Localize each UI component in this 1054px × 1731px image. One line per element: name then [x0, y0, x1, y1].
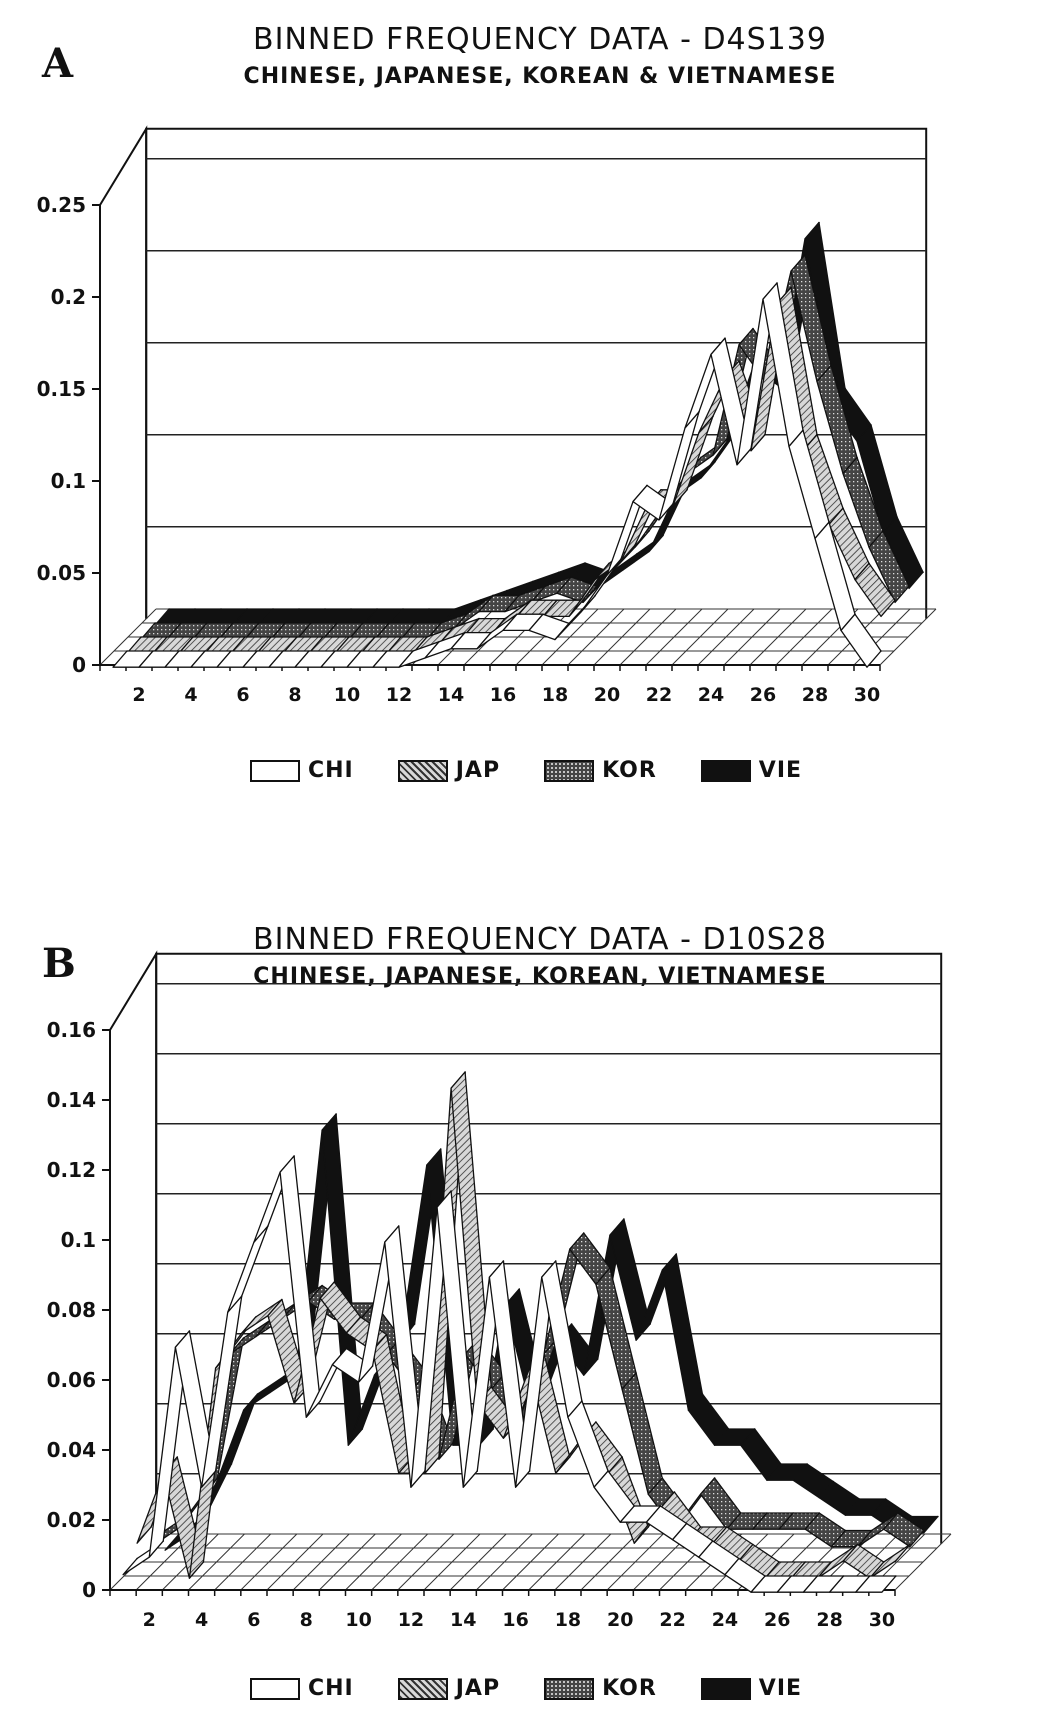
x-tick-label: 4	[184, 684, 198, 706]
data-point	[452, 627, 454, 629]
data-point	[424, 1470, 426, 1472]
data-point	[480, 599, 482, 601]
x-tick-label: 2	[132, 684, 146, 706]
data-point	[178, 650, 180, 652]
side-wall	[110, 954, 156, 1590]
data-point	[700, 457, 702, 459]
data-point	[750, 448, 752, 450]
data-point	[780, 1463, 782, 1465]
data-point	[464, 632, 466, 634]
data-point	[518, 595, 520, 597]
data-point	[362, 622, 364, 624]
chart-title: BINNED FREQUENCY DATA - D10S28	[253, 922, 827, 957]
data-point	[571, 1323, 573, 1325]
data-point	[609, 1267, 611, 1269]
data-point	[636, 553, 638, 555]
data-point	[282, 650, 284, 652]
legend-label: KOR	[602, 758, 657, 783]
data-segment	[662, 1254, 702, 1410]
y-tick-label: 0.1	[60, 1228, 96, 1252]
data-point	[802, 429, 804, 431]
data-point	[776, 282, 778, 284]
data-point	[360, 650, 362, 652]
data-point	[220, 608, 222, 610]
data-point	[454, 608, 456, 610]
x-tick-label: 16	[489, 684, 517, 706]
legend-label: VIE	[758, 1676, 803, 1701]
back-wall	[156, 954, 941, 1544]
data-point	[937, 1516, 939, 1518]
data-point	[844, 387, 846, 389]
x-tick-label: 6	[247, 1609, 261, 1631]
data-point	[857, 1544, 859, 1546]
data-point	[635, 1372, 637, 1374]
data-point	[556, 599, 558, 601]
data-point	[272, 608, 274, 610]
data-point	[180, 622, 182, 624]
chart-plot-area	[0, 900, 1054, 1731]
data-point	[281, 1299, 283, 1301]
data-point	[267, 1225, 269, 1227]
data-point	[885, 1498, 887, 1500]
data-point	[845, 1530, 847, 1532]
data-point	[790, 287, 792, 289]
data-point	[634, 544, 636, 546]
data-point	[607, 1470, 609, 1472]
data-point	[270, 636, 272, 638]
data-point	[255, 1316, 257, 1318]
side-wall	[100, 129, 146, 665]
data-point	[817, 1575, 819, 1577]
chart-title: BINNED FREQUENCY DATA - D4S139	[253, 22, 827, 57]
x-tick-label: 20	[593, 684, 621, 706]
data-point	[334, 650, 336, 652]
data-point	[529, 1470, 531, 1472]
data-point	[869, 1575, 871, 1577]
legend-item	[398, 758, 500, 783]
x-tick-label: 6	[236, 684, 250, 706]
data-point	[154, 622, 156, 624]
x-tick-label: 8	[288, 684, 302, 706]
data-point	[166, 636, 168, 638]
legend-item	[701, 758, 802, 783]
data-segment	[244, 1377, 284, 1411]
x-tick-label: 24	[697, 684, 725, 706]
data-point	[594, 595, 596, 597]
data-point	[386, 1334, 388, 1336]
legend-swatch	[701, 1678, 751, 1700]
data-point	[828, 521, 830, 523]
data-point	[584, 562, 586, 564]
data-point	[256, 650, 258, 652]
chart-legend	[250, 1676, 802, 1701]
data-point	[569, 1456, 571, 1458]
data-point	[818, 1512, 820, 1514]
data-point	[402, 608, 404, 610]
legend-label: CHI	[308, 1676, 354, 1701]
data-point	[712, 415, 714, 417]
data-point	[662, 535, 664, 537]
data-point	[293, 1155, 295, 1157]
legend-item	[250, 1676, 354, 1701]
data-point	[882, 530, 884, 532]
data-point	[298, 608, 300, 610]
data-segment	[228, 1226, 268, 1312]
data-point	[360, 1316, 362, 1318]
y-tick-label: 0.04	[46, 1438, 96, 1462]
legend-item	[398, 1676, 500, 1701]
data-point	[702, 1393, 704, 1395]
data-point	[492, 1428, 494, 1430]
data-point	[623, 1218, 625, 1220]
data-point	[649, 1323, 651, 1325]
data-segment	[322, 1114, 362, 1445]
data-point	[897, 1512, 899, 1514]
data-point	[503, 1260, 505, 1262]
data-point	[361, 1428, 363, 1430]
data-point	[518, 1288, 520, 1290]
x-tick-label: 28	[801, 684, 829, 706]
y-tick-label: 0.16	[46, 1018, 96, 1042]
data-point	[568, 623, 570, 625]
x-tick-label: 30	[853, 684, 881, 706]
data-point	[870, 424, 872, 426]
data-point	[321, 1285, 323, 1287]
data-point	[909, 1544, 911, 1546]
data-point	[854, 613, 856, 615]
x-tick-label: 24	[711, 1609, 739, 1631]
legend-label: VIE	[758, 758, 803, 783]
data-point	[452, 1442, 454, 1444]
data-point	[136, 1558, 138, 1560]
chart-panel-a	[0, 0, 1054, 860]
data-point	[440, 1148, 442, 1150]
data-point	[583, 1232, 585, 1234]
data-point	[700, 1526, 702, 1528]
data-point	[830, 365, 832, 367]
data-point	[621, 1456, 623, 1458]
data-point	[816, 434, 818, 436]
data-point	[896, 516, 898, 518]
data-point	[217, 1477, 219, 1479]
data-point	[206, 622, 208, 624]
data-point	[308, 650, 310, 652]
data-point	[284, 622, 286, 624]
data-point	[660, 1505, 662, 1507]
data-point	[438, 641, 440, 643]
data-point	[215, 1470, 217, 1472]
legend-label: CHI	[308, 758, 354, 783]
data-point	[126, 650, 128, 652]
data-point	[243, 1337, 245, 1339]
legend-swatch	[544, 760, 594, 782]
data-point	[581, 1400, 583, 1402]
data-point	[244, 636, 246, 638]
x-tick-label: 14	[450, 1609, 477, 1631]
data-point	[831, 1561, 833, 1563]
data-point	[230, 650, 232, 652]
back-wall	[146, 129, 926, 619]
data-point	[542, 613, 544, 615]
data-point	[192, 636, 194, 638]
data-point	[388, 622, 390, 624]
data-point	[374, 636, 376, 638]
panel-label: A	[42, 40, 74, 87]
data-point	[686, 1523, 688, 1525]
data-point	[530, 599, 532, 601]
x-tick-label: 18	[541, 684, 569, 706]
data-point	[492, 595, 494, 597]
y-tick-label: 0.14	[46, 1088, 96, 1112]
data-point	[595, 1421, 597, 1423]
data-point	[582, 599, 584, 601]
x-tick-label: 10	[345, 1609, 372, 1631]
data-point	[400, 636, 402, 638]
data-point	[152, 650, 154, 652]
data-point	[335, 1113, 337, 1115]
data-point	[376, 608, 378, 610]
data-point	[738, 1558, 740, 1560]
data-point	[868, 563, 870, 565]
data-point	[426, 636, 428, 638]
data-point	[438, 1456, 440, 1458]
data-point	[231, 1463, 233, 1465]
data-point	[674, 1491, 676, 1493]
data-point	[660, 489, 662, 491]
data-point	[246, 608, 248, 610]
data-point	[204, 650, 206, 652]
data-point	[490, 632, 492, 634]
data-point	[880, 650, 882, 652]
data-point	[792, 1512, 794, 1514]
data-point	[778, 1561, 780, 1563]
data-point	[842, 507, 844, 509]
x-tick-label: 14	[437, 684, 465, 706]
data-point	[806, 1463, 808, 1465]
data-point	[257, 1393, 259, 1395]
legend-swatch	[250, 1678, 300, 1700]
data-point	[712, 1540, 714, 1542]
data-point	[597, 1358, 599, 1360]
data-point	[894, 599, 896, 601]
data-point	[764, 434, 766, 436]
y-tick-label: 0.06	[46, 1368, 96, 1392]
y-tick-label: 0.05	[36, 561, 86, 585]
data-point	[324, 608, 326, 610]
data-point	[726, 438, 728, 440]
data-point	[698, 411, 700, 413]
data-point	[923, 1530, 925, 1532]
data-point	[398, 1225, 400, 1227]
data-point	[241, 1295, 243, 1297]
data-point	[476, 1470, 478, 1472]
data-point	[258, 622, 260, 624]
data-point	[504, 618, 506, 620]
data-point	[728, 1428, 730, 1430]
data-point	[804, 254, 806, 256]
data-point	[428, 608, 430, 610]
data-point	[412, 650, 414, 652]
y-tick-label: 0.15	[36, 377, 86, 401]
data-point	[346, 1348, 348, 1350]
data-point	[883, 1561, 885, 1563]
data-point	[856, 457, 858, 459]
data-point	[570, 576, 572, 578]
data-point	[661, 1477, 663, 1479]
legend-swatch	[250, 760, 300, 782]
data-point	[675, 1253, 677, 1255]
x-tick-label: 28	[816, 1609, 843, 1631]
chart-subtitle: CHINESE, JAPANESE, KOREAN & VIETNAMESE	[243, 64, 837, 89]
y-tick-label: 0.1	[50, 469, 86, 493]
data-point	[686, 489, 688, 491]
legend-item	[544, 1676, 657, 1701]
data-point	[168, 608, 170, 610]
data-point	[218, 636, 220, 638]
data-point	[555, 1260, 557, 1262]
x-tick-label: 22	[645, 684, 673, 706]
data-point	[633, 1505, 635, 1507]
data-point	[296, 636, 298, 638]
y-tick-label: 0.02	[46, 1508, 96, 1532]
x-tick-label: 4	[194, 1609, 209, 1631]
x-tick-label: 18	[554, 1609, 582, 1631]
data-point	[414, 622, 416, 624]
data-point	[740, 1512, 742, 1514]
data-point	[506, 590, 508, 592]
data-point	[752, 328, 754, 330]
data-point	[726, 1526, 728, 1528]
data-point	[648, 530, 650, 532]
data-point	[194, 608, 196, 610]
data-point	[336, 622, 338, 624]
data-point	[922, 571, 924, 573]
legend-swatch	[398, 760, 448, 782]
data-point	[738, 360, 740, 362]
data-point	[490, 1386, 492, 1388]
legend-swatch	[398, 1678, 448, 1700]
data-point	[140, 636, 142, 638]
data-point	[544, 585, 546, 587]
y-tick-label: 0.25	[36, 193, 86, 217]
data-point	[310, 622, 312, 624]
data-point	[871, 1530, 873, 1532]
data-point	[859, 1498, 861, 1500]
data-point	[440, 622, 442, 624]
data-point	[348, 636, 350, 638]
data-point	[464, 1071, 466, 1073]
data-point	[150, 1526, 152, 1528]
data-point	[283, 1376, 285, 1378]
legend-item	[701, 1676, 802, 1701]
chart-plot-area	[0, 0, 1054, 860]
data-point	[908, 585, 910, 587]
data-point	[333, 1281, 335, 1283]
data-point	[450, 1190, 452, 1192]
data-point	[754, 1428, 756, 1430]
legend-label: JAP	[455, 758, 501, 783]
x-tick-label: 10	[333, 684, 361, 706]
y-tick-label: 0.2	[50, 285, 86, 309]
legend-swatch	[701, 760, 751, 782]
x-tick-label: 8	[299, 1609, 313, 1631]
data-point	[176, 1456, 178, 1458]
data-point	[162, 1540, 164, 1542]
data-point	[714, 461, 716, 463]
y-tick-label: 0.12	[46, 1158, 96, 1182]
legend-item	[250, 758, 354, 783]
x-tick-label: 26	[749, 684, 777, 706]
data-point	[646, 485, 648, 487]
y-tick-label: 0	[72, 653, 86, 677]
data-point	[608, 563, 610, 565]
data-point	[350, 608, 352, 610]
data-point	[322, 636, 324, 638]
data-point	[319, 1400, 321, 1402]
data-point	[790, 1575, 792, 1577]
data-point	[203, 1561, 205, 1563]
data-point	[804, 1561, 806, 1563]
data-point	[620, 558, 622, 560]
data-point	[766, 1512, 768, 1514]
x-tick-label: 2	[142, 1609, 156, 1631]
data-point	[532, 581, 534, 583]
data-point	[386, 650, 388, 652]
data-point	[843, 1575, 845, 1577]
x-tick-label: 22	[659, 1609, 686, 1631]
data-point	[911, 1516, 913, 1518]
legend-swatch	[544, 1678, 594, 1700]
data-point	[558, 571, 560, 573]
x-tick-label: 12	[385, 684, 413, 706]
data-point	[752, 1544, 754, 1546]
legend-label: KOR	[602, 1676, 657, 1701]
data-point	[672, 503, 674, 505]
legend-item	[544, 758, 657, 783]
y-tick-label: 0.08	[46, 1298, 96, 1322]
legend-label: JAP	[455, 1676, 501, 1701]
x-tick-label: 12	[397, 1609, 425, 1631]
data-point	[596, 585, 598, 587]
x-tick-label: 20	[607, 1609, 634, 1631]
panel-label: B	[42, 940, 76, 987]
data-point	[516, 613, 518, 615]
x-tick-label: 16	[502, 1609, 529, 1631]
data-point	[466, 613, 468, 615]
data-point	[372, 1365, 374, 1367]
data-point	[232, 622, 234, 624]
chart-subtitle: CHINESE, JAPANESE, KOREAN, VIETNAMESE	[253, 964, 827, 989]
x-tick-label: 30	[868, 1609, 896, 1631]
chart-panel-b	[0, 900, 1054, 1731]
y-tick-label: 0	[82, 1578, 96, 1602]
data-point	[189, 1330, 191, 1332]
data-point	[895, 1575, 897, 1577]
data-point	[724, 337, 726, 339]
chart-legend	[250, 758, 802, 783]
x-tick-label: 26	[764, 1609, 791, 1631]
data-point	[478, 618, 480, 620]
data-point	[414, 1323, 416, 1325]
data-point	[647, 1526, 649, 1528]
data-point	[818, 222, 820, 224]
data-point	[832, 1481, 834, 1483]
data-point	[714, 1477, 716, 1479]
data-point	[764, 1575, 766, 1577]
